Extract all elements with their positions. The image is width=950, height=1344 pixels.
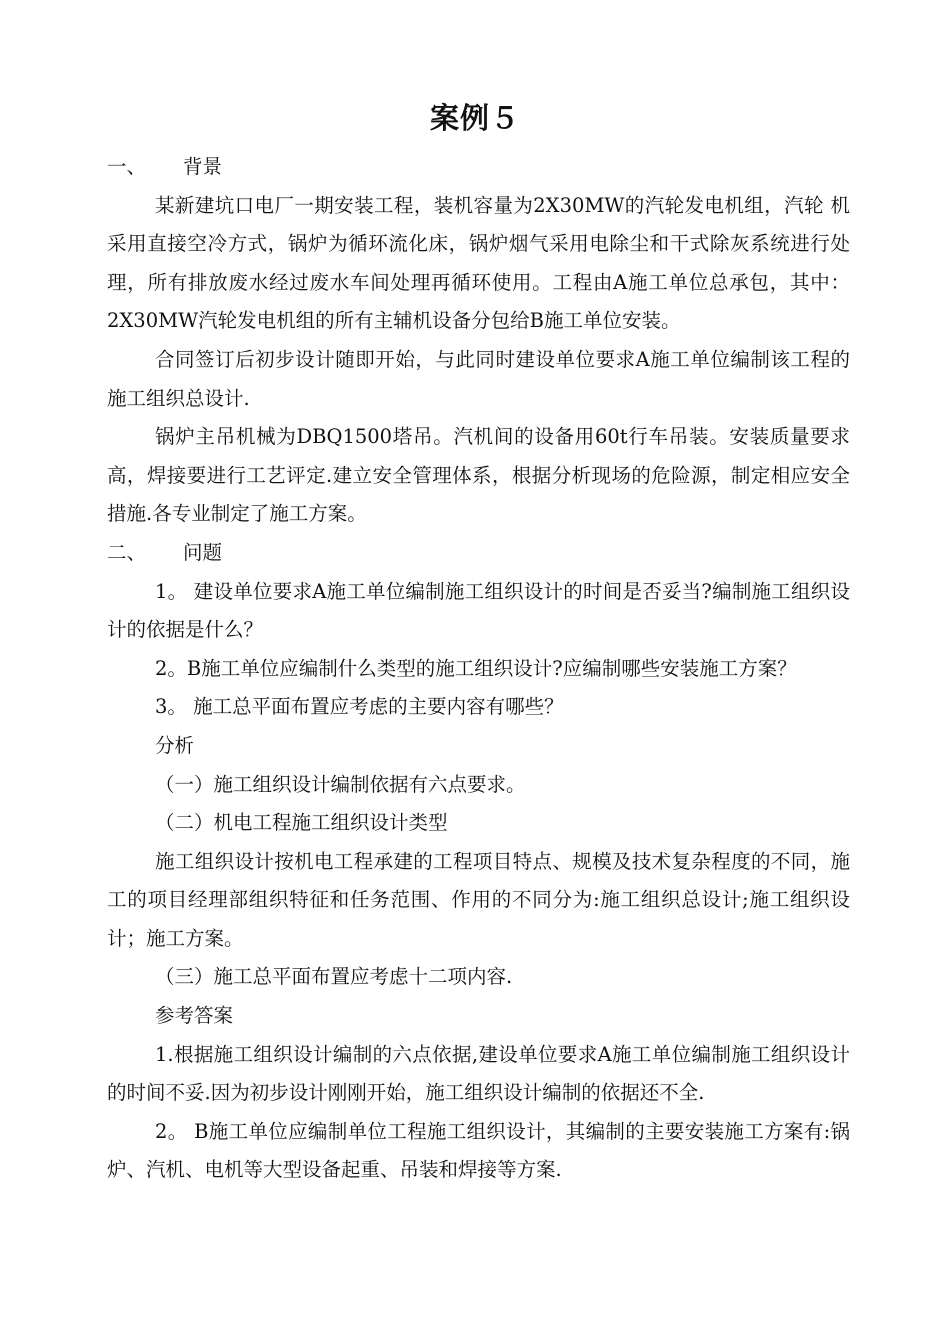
answer-2: 2。 B施工单位应编制单位工程施工组织设计，其编制的主要安装施工方案有:锅炉、汽机、电机等大型设备起重、吊装和焊接等方案. bbox=[107, 1119, 850, 1182]
answer-heading: 参考答案 bbox=[155, 1004, 234, 1028]
analysis-item-4: （三）施工总平面布置应考虑十二项内容. bbox=[155, 965, 513, 989]
section-heading-background bbox=[107, 148, 850, 187]
analysis-item-3: 施工组织设计按机电工程承建的工程项目特点、规模及技术复杂程度的不同，施工的项目经理部组织特征和任务范围、作用的不同分为:施工组织总设计;施工组织设计；施工方案。 bbox=[107, 849, 850, 950]
section-label: 背景 bbox=[183, 155, 223, 178]
analysis-item-1: （一）施工组织设计编制依据有六点要求。 bbox=[155, 772, 526, 796]
section-heading-questions bbox=[107, 534, 850, 573]
section-number: 一、 bbox=[107, 155, 147, 178]
background-paragraph-2: 合同签订后初步设计随即开始，与此同时建设单位要求A施工单位编制该工程的施工组织总设计. bbox=[107, 347, 850, 410]
document-title: 案例５ bbox=[429, 101, 520, 135]
analysis-heading: 分析 bbox=[155, 733, 195, 757]
section-label: 问题 bbox=[183, 540, 223, 564]
analysis-item-2: （二）机电工程施工组织设计类型 bbox=[155, 811, 448, 835]
question-1: 1。 建设单位要求A施工单位编制施工组织设计的时间是否妥当?编制施工组织设计的依据是什么？ bbox=[107, 579, 850, 642]
question-3: 3。 施工总平面布置应考虑的主要内容有哪些？ bbox=[155, 695, 564, 719]
section-number: 二、 bbox=[107, 540, 147, 564]
background-paragraph-3: 锅炉主吊机械为DBQ1500塔吊。汽机间的设备用60t行车吊装。安装质量要求高，焊接要进行工艺评定.建立安全管理体系，根据分析现场的危险源，制定相应安全措施.各专业制定了施工方案。 bbox=[107, 425, 850, 526]
question-2: 2。B施工单位应编制什么类型的施工组织设计?应编制哪些安装施工方案？ bbox=[155, 656, 797, 680]
document-body bbox=[107, 148, 850, 1190]
background-paragraph-1: 某新建坑口电厂一期安装工程，装机容量为2X30MW的汽轮发电机组，汽轮 机采用直接空冷方式，锅炉为循环流化床，锅炉烟气采用电除尘和干式除灰系统进行处理，所有排放废水经过废水车间处理再循环使用。工程由A施工单位总承包，其中：2X30MW汽轮发电机组的所有主辅机设备分包给B施工单位安装。 bbox=[107, 193, 850, 333]
answer-1: 1.根据施工组织设计编制的六点依据,建设单位要求A施工单位编制施工组织设计的时间不妥.因为初步设计刚刚开始，施工组织设计编制的依据还不全. bbox=[107, 1042, 850, 1105]
